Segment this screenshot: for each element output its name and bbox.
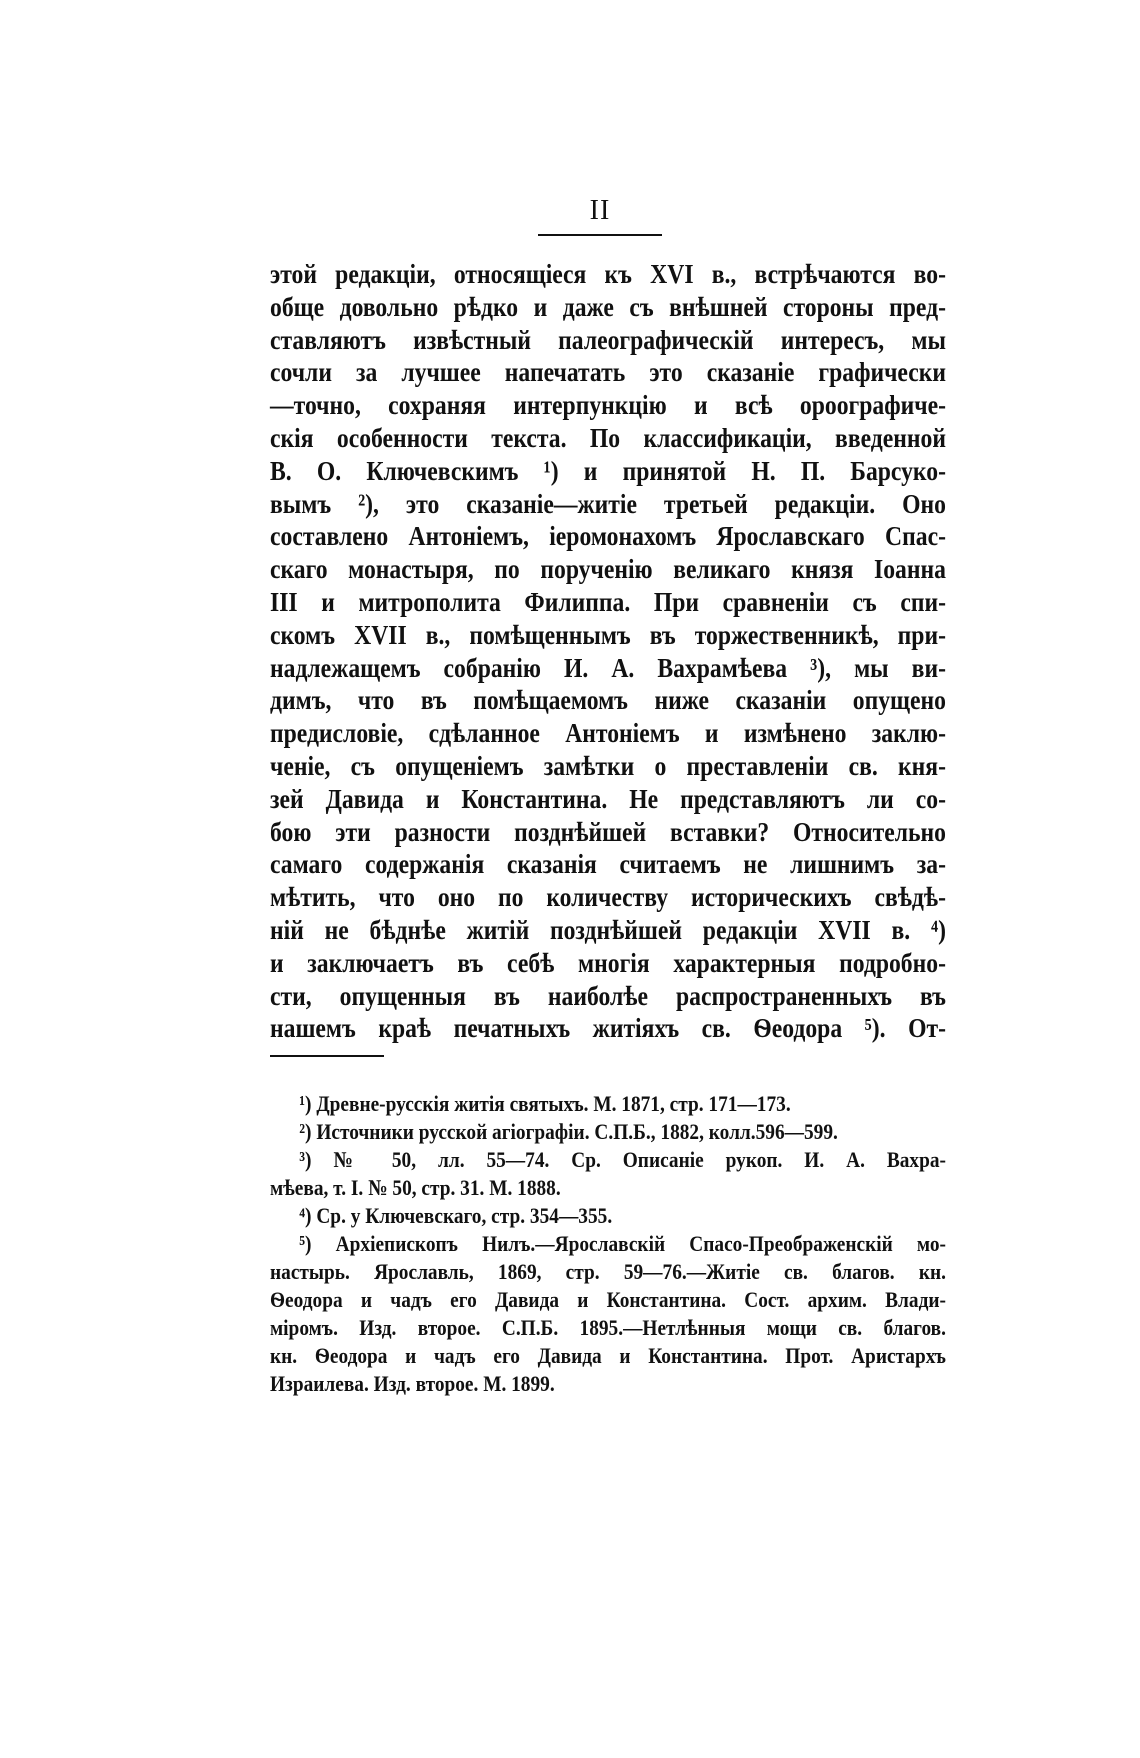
- footnote-marker: ⁴): [299, 1203, 312, 1228]
- body-line: обще довольно рѣдко и даже съ внѣшней стороны пред-: [270, 290, 946, 322]
- footnote-5-cont: настырь. Ярославль, 1869, стр. 59—76.—Житіе св. благов. кн.: [270, 1259, 946, 1284]
- body-line: составлено Антоніемъ, іеромонахомъ Ярославскаго Спас-: [270, 520, 946, 552]
- body-line: надлежащемъ собранію И. А. Вахрамѣева ³), мы ви-: [270, 651, 946, 683]
- footnote-5: [270, 1230, 946, 1258]
- body-line: вымъ ²), это сказаніе—житіе третьей редакціи. Оно: [270, 487, 946, 519]
- body-line: ній не бѣднѣе житій позднѣйшей редакціи XVII в. ⁴): [270, 913, 946, 945]
- footnote-5-cont: міромъ. Изд. второе. С.П.Б. 1895.—Нетлѣнныя мощи св. благов.: [270, 1315, 946, 1340]
- body-line: сти, опущенныя въ наиболѣе распространенныхъ въ: [270, 979, 946, 1011]
- footnote-5-cont: кн. Ѳеодора и чадъ его Давида и Константина. Прот. Аристархъ: [270, 1343, 946, 1368]
- body-line: димъ, что въ помѣщаемомъ ниже сказаніи опущено: [270, 684, 946, 716]
- footnote-rule: [270, 1055, 384, 1057]
- footnote-text: Древне-русскія житія святыхъ. М. 1871, стр. 171—173.: [316, 1091, 791, 1116]
- body-line: бою эти разности позднѣйшей вставки? Относительно: [270, 815, 946, 847]
- footnote-marker: ¹): [299, 1091, 312, 1116]
- body-text: [270, 258, 946, 1045]
- body-line: —точно, сохраняя интерпункцію и всѣ ороографиче-: [270, 389, 946, 421]
- footnote-text: Ср. у Ключевскаго, стр. 354—355.: [316, 1203, 613, 1228]
- footnote-marker: ⁵): [299, 1231, 312, 1256]
- footnote-3-cont: мѣева, т. I. № 50, стр. 31. М. 1888.: [270, 1175, 561, 1200]
- footnote-5-cont: Израилева. Изд. второе. М. 1899.: [270, 1371, 555, 1396]
- footnote-1: [270, 1090, 946, 1118]
- body-line: мѣтить, что оно по количеству историческихъ свѣдѣ-: [270, 881, 946, 913]
- body-line: ставляютъ извѣстный палеографическій интересъ, мы: [270, 323, 946, 355]
- body-line: самаго содержанія сказанія считаемъ не лишнимъ за-: [270, 848, 946, 880]
- footnote-2: [270, 1118, 946, 1146]
- body-line: сочли за лучшее напечатать это сказаніе графически: [270, 356, 946, 388]
- footnote-4: [270, 1202, 946, 1230]
- body-line: нашемъ краѣ печатныхъ житіяхъ св. Ѳеодора ⁵). От-: [270, 1012, 946, 1044]
- footnote-text: № 50, лл. 55—74. Ср. Описаніе рукоп. И. А. Вахра-: [333, 1147, 946, 1172]
- body-line: скія особенности текста. По классификаціи, введенной: [270, 421, 946, 453]
- footnote-marker: ²): [299, 1119, 312, 1144]
- body-line: предисловіе, сдѣланное Антоніемъ и измѣнено заклю-: [270, 717, 946, 749]
- footnote-marker: ³): [299, 1147, 312, 1172]
- body-line: скаго монастыря, по порученію великаго князя Іоанна: [270, 553, 946, 585]
- body-line: зей Давида и Константина. Не представляютъ ли со-: [270, 782, 946, 814]
- footnote-5-cont: Ѳеодора и чадъ его Давида и Константина. Сост. архим. Влади-: [270, 1287, 946, 1312]
- footnote-3: [270, 1146, 946, 1174]
- footnote-text: Источники русской агіографіи. С.П.Б., 1882, колл.596—599.: [316, 1119, 838, 1144]
- body-line: этой редакціи, относящіеся къ XVI в., встрѣчаются во-: [270, 258, 946, 289]
- page-number: II: [589, 195, 611, 226]
- body-line: скомъ XVII в., помѣщеннымъ въ торжественникѣ, при-: [270, 618, 946, 650]
- body-line: и заключаетъ въ себѣ многія характерныя подробно-: [270, 946, 946, 978]
- footnotes: [270, 1090, 946, 1398]
- body-line: В. О. Ключевскимъ ¹) и принятой Н. П. Барсуко-: [270, 454, 946, 486]
- body-line: III и митрополита Филиппа. При сравненіи съ спи-: [270, 585, 946, 617]
- header-rule: [538, 234, 662, 236]
- footnote-text: Архіепископъ Нилъ.—Ярославскій Спасо-Преображенскій мо-: [335, 1231, 946, 1256]
- body-line: ченіе, съ опущеніемъ замѣтки о преставленіи св. кня-: [270, 749, 946, 781]
